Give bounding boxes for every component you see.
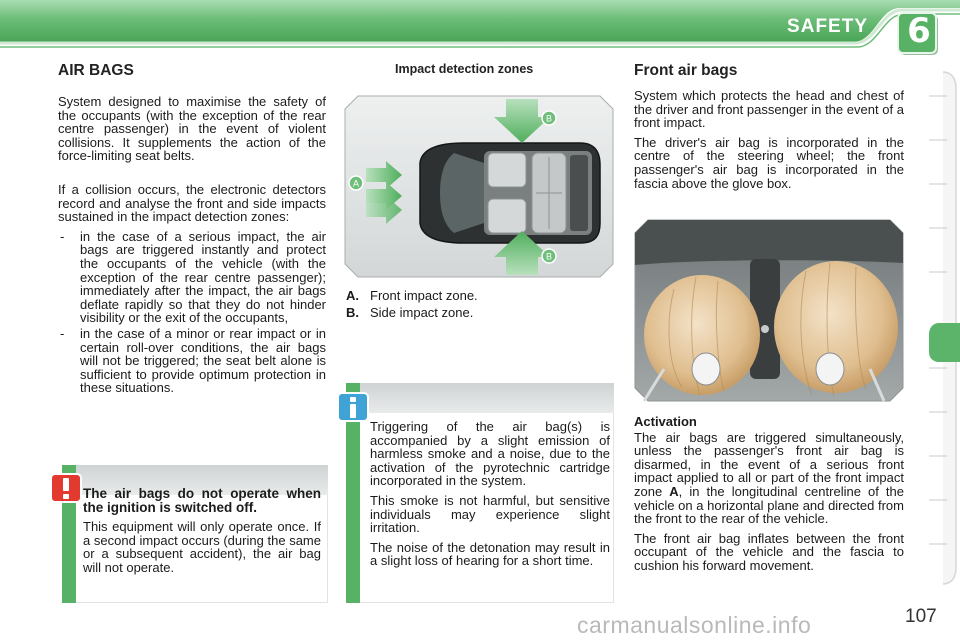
- warning-text: This equipment will only operate once. If a second impact occurs (during the same or a subsequent accident), the air bag will not operate.: [83, 519, 321, 575]
- activation-zone-ref: A: [669, 483, 679, 499]
- bullet-serious-impact: - in the case of a serious impact, the air bags are triggered instantly and protect the occupants of the vehicle (with the exception of the rear centre passenger); immediately after the impact, the air bags deflate rapidly so that they do not hinder visibility or the exit of the occupants,: [58, 230, 326, 325]
- active-chapter-tab[interactable]: [929, 323, 960, 362]
- zone-a-key: A.: [346, 288, 359, 303]
- windscreen: [440, 153, 484, 233]
- seat-front-right: [488, 199, 526, 233]
- page-number: 107: [905, 606, 937, 627]
- info-paragraph-2: This smoke is not harmful, but sensitive individuals may experience slight irritation.: [370, 492, 610, 536]
- seat-front-left: [488, 153, 526, 187]
- diagram-title: Impact detection zones: [395, 62, 534, 76]
- air-bags-heading: AIR BAGS: [58, 62, 134, 79]
- front-impact-arrows: [366, 161, 402, 224]
- info-icon: [337, 392, 369, 422]
- zone-a-label: A: [352, 178, 360, 189]
- zone-a-text: Front impact zone.: [370, 288, 478, 303]
- airbags-deployed-illustration: [634, 219, 904, 402]
- activation-text-end: , in the longitudinal centreline of the vehicle on a horizontal plane and directed from the front to the rear of the vehicle.: [634, 483, 904, 527]
- impact-bullet-list: [58, 230, 326, 395]
- front-air-bags-text: [634, 89, 904, 196]
- air-bags-text: [58, 95, 326, 395]
- bullet-minor-impact: - in the case of a minor or rear impact or in certain roll-over conditions, the air bags will not be triggered; the seat belt alone is sufficient to provide optimum protection in these situations.: [58, 327, 326, 395]
- info-box: [346, 383, 614, 603]
- chapter-side-tabs: [925, 68, 960, 588]
- driver-head: [692, 353, 720, 385]
- info-paragraph-1: Triggering of the air bag(s) is accompanied by a slight emission of harmless smoke and a noise, due to the activation of the pyrotechnic cartridge incorporated in the system.: [370, 419, 610, 489]
- intro-paragraph: System designed to maximise the safety of the occupants (with the exception of the rear centre passenger) in the event of violent collisions. It supplements the action of the force-limiting seat belts.: [58, 94, 326, 164]
- front-airbags-paragraph-1: System which protects the head and chest of the driver and front passenger in the event of a front impact.: [634, 88, 904, 131]
- activation-heading: Activation: [634, 414, 697, 429]
- rear-shelf: [570, 155, 588, 231]
- impact-zones-diagram: [344, 95, 614, 278]
- activation-paragraph-1: [634, 431, 904, 526]
- zone-b-legend: [346, 304, 478, 321]
- passenger-head: [816, 353, 844, 385]
- activation-paragraph-2: The front air bag inflates between the front occupant of the vehicle and the fascia to cushion his forward movement.: [634, 530, 904, 573]
- chapter-number: 6: [907, 11, 931, 51]
- exclamation-icon: [50, 473, 82, 503]
- zone-b-key: B.: [346, 305, 359, 320]
- activation-section: [634, 415, 904, 579]
- zone-b-text: Side impact zone.: [370, 305, 474, 320]
- warning-box: [62, 465, 328, 603]
- zone-b-label-bottom: B: [545, 251, 553, 262]
- front-airbags-paragraph-2: The driver's air bag is incorporated in the centre of the steering wheel; the front passenger's air bag is incorporated in the fascia above the glove box.: [634, 134, 904, 191]
- zone-a-legend: [346, 287, 478, 304]
- info-box-content: [370, 420, 610, 574]
- warning-title: The air bags do not operate when the ignition is switched off.: [83, 486, 321, 515]
- activation-text-start: The air bags are triggered simultaneously, unless the passenger's front air bag is disarmed, in the event of a serious front impact applied to all or part of the front impact zone: [634, 429, 904, 499]
- watermark: carmanualsonline.info: [577, 612, 812, 638]
- info-box-header: [360, 383, 614, 413]
- warning-box-content: [83, 487, 321, 580]
- section-title: SAFETY: [787, 16, 868, 37]
- zone-legend: [346, 287, 478, 321]
- zone-b-label-top: B: [545, 113, 553, 124]
- collision-paragraph: If a collision occurs, the electronic detectors record and analyse the front and side impacts sustained in the impact detection zones:: [58, 181, 326, 225]
- info-paragraph-3: The noise of the detonation may result in a slight loss of hearing for a short time.: [370, 539, 610, 569]
- front-air-bags-heading: Front air bags: [634, 62, 738, 79]
